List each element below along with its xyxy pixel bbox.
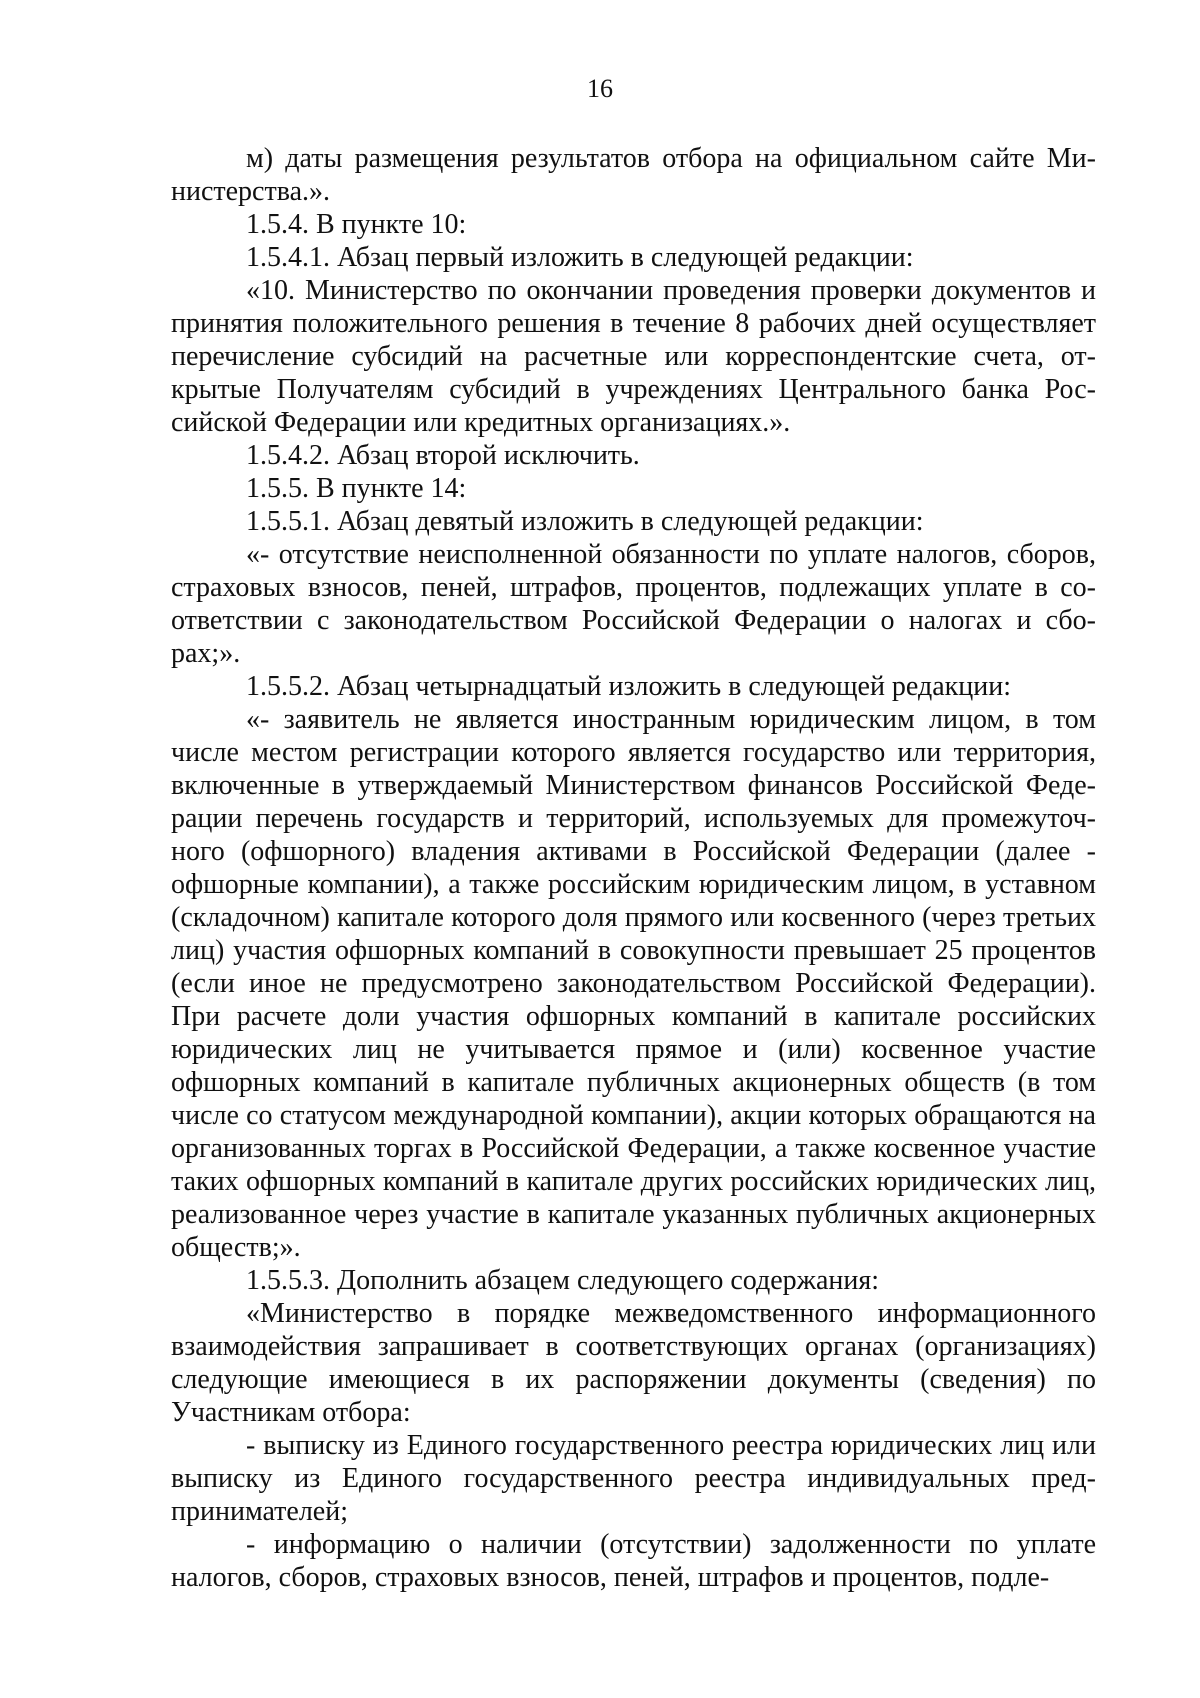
paragraph: 1.5.4.1. Абзац первый изложить в следующей редакции: [246, 242, 914, 273]
paragraph: - выписку из Единого государственного реестра юридических лиц или выписку из Единого государственного реестра индивидуальных предпринимателей; [171, 1430, 1096, 1527]
paragraph: 1.5.5.1. Абзац девятый изложить в следующей редакции: [246, 506, 924, 537]
paragraph: «- заявитель не является иностранным юридическим лицом, в том числе местом регистрации которого является государство или территория, включенные в утверждаемый Министерством финансов Российской Федерации перечень государств и территорий, используемых для промежуточного (офшорного) владения активами в Российской Федерации (далее - офшорные компании), а также российским юридическим лицом, в уставном (складочном) капитале которого доля прямого или косвенного (через третьих лиц) участия офшорных компаний в совокупности превышает 25 процентов (если иное не предусмотрено законодательством Российской Федерации). При расчете доли участия офшорных компаний в капитале российских юридических лиц не учитывается прямое и (или) косвенное участие офшорных компаний в капитале публичных акционерных обществ (в том числе со статусом международной компании), акции которых обращаются на организованных торгах в Российской Федерации, а также косвенное участие таких офшорных компаний в капитале других российских юридических лиц, реализованное через участие в капитале указанных публичных акционерных обществ;». [171, 704, 1096, 1263]
paragraph: 1.5.4.2. Абзац второй исключить. [246, 440, 640, 471]
document-body [171, 142, 1096, 1594]
paragraph: «Министерство в порядке межведомственного информационного взаимодействия запрашивает в соответствующих органах (организациях) следующие имеющиеся в их распоряжении документы (сведения) по Участникам отбора: [171, 1298, 1096, 1428]
paragraph: 1.5.5. В пункте 14: [246, 473, 467, 504]
paragraph: 1.5.5.2. Абзац четырнадцатый изложить в следующей редакции: [246, 671, 1011, 702]
paragraph: - информацию о наличии (отсутствии) задолженности по уплате налогов, сборов, страховых взносов, пеней, штрафов и процентов, подле- [171, 1529, 1096, 1593]
page-number: 16 [587, 74, 613, 103]
paragraph: 1.5.5.3. Дополнить абзацем следующего содержания: [246, 1265, 880, 1296]
paragraph: «- отсутствие неисполненной обязанности по уплате налогов, сборов, страховых взносов, пеней, штрафов, процентов, подлежащих уплате в соответствии с законодательством Российской Федерации о налогах и сборах;». [171, 539, 1096, 669]
paragraph: м) даты размещения результатов отбора на официальном сайте Министерства.». [171, 143, 1096, 207]
paragraph: «10. Министерство по окончании проведения проверки документов и принятия положительного решения в течение 8 рабочих дней осуществляет перечисление субсидий на расчетные или корреспондентские счета, открытые Получателям субсидий в учреждениях Центрального банка Российской Федерации или кредитных организациях.». [171, 275, 1096, 438]
paragraph: 1.5.4. В пункте 10: [246, 209, 467, 240]
